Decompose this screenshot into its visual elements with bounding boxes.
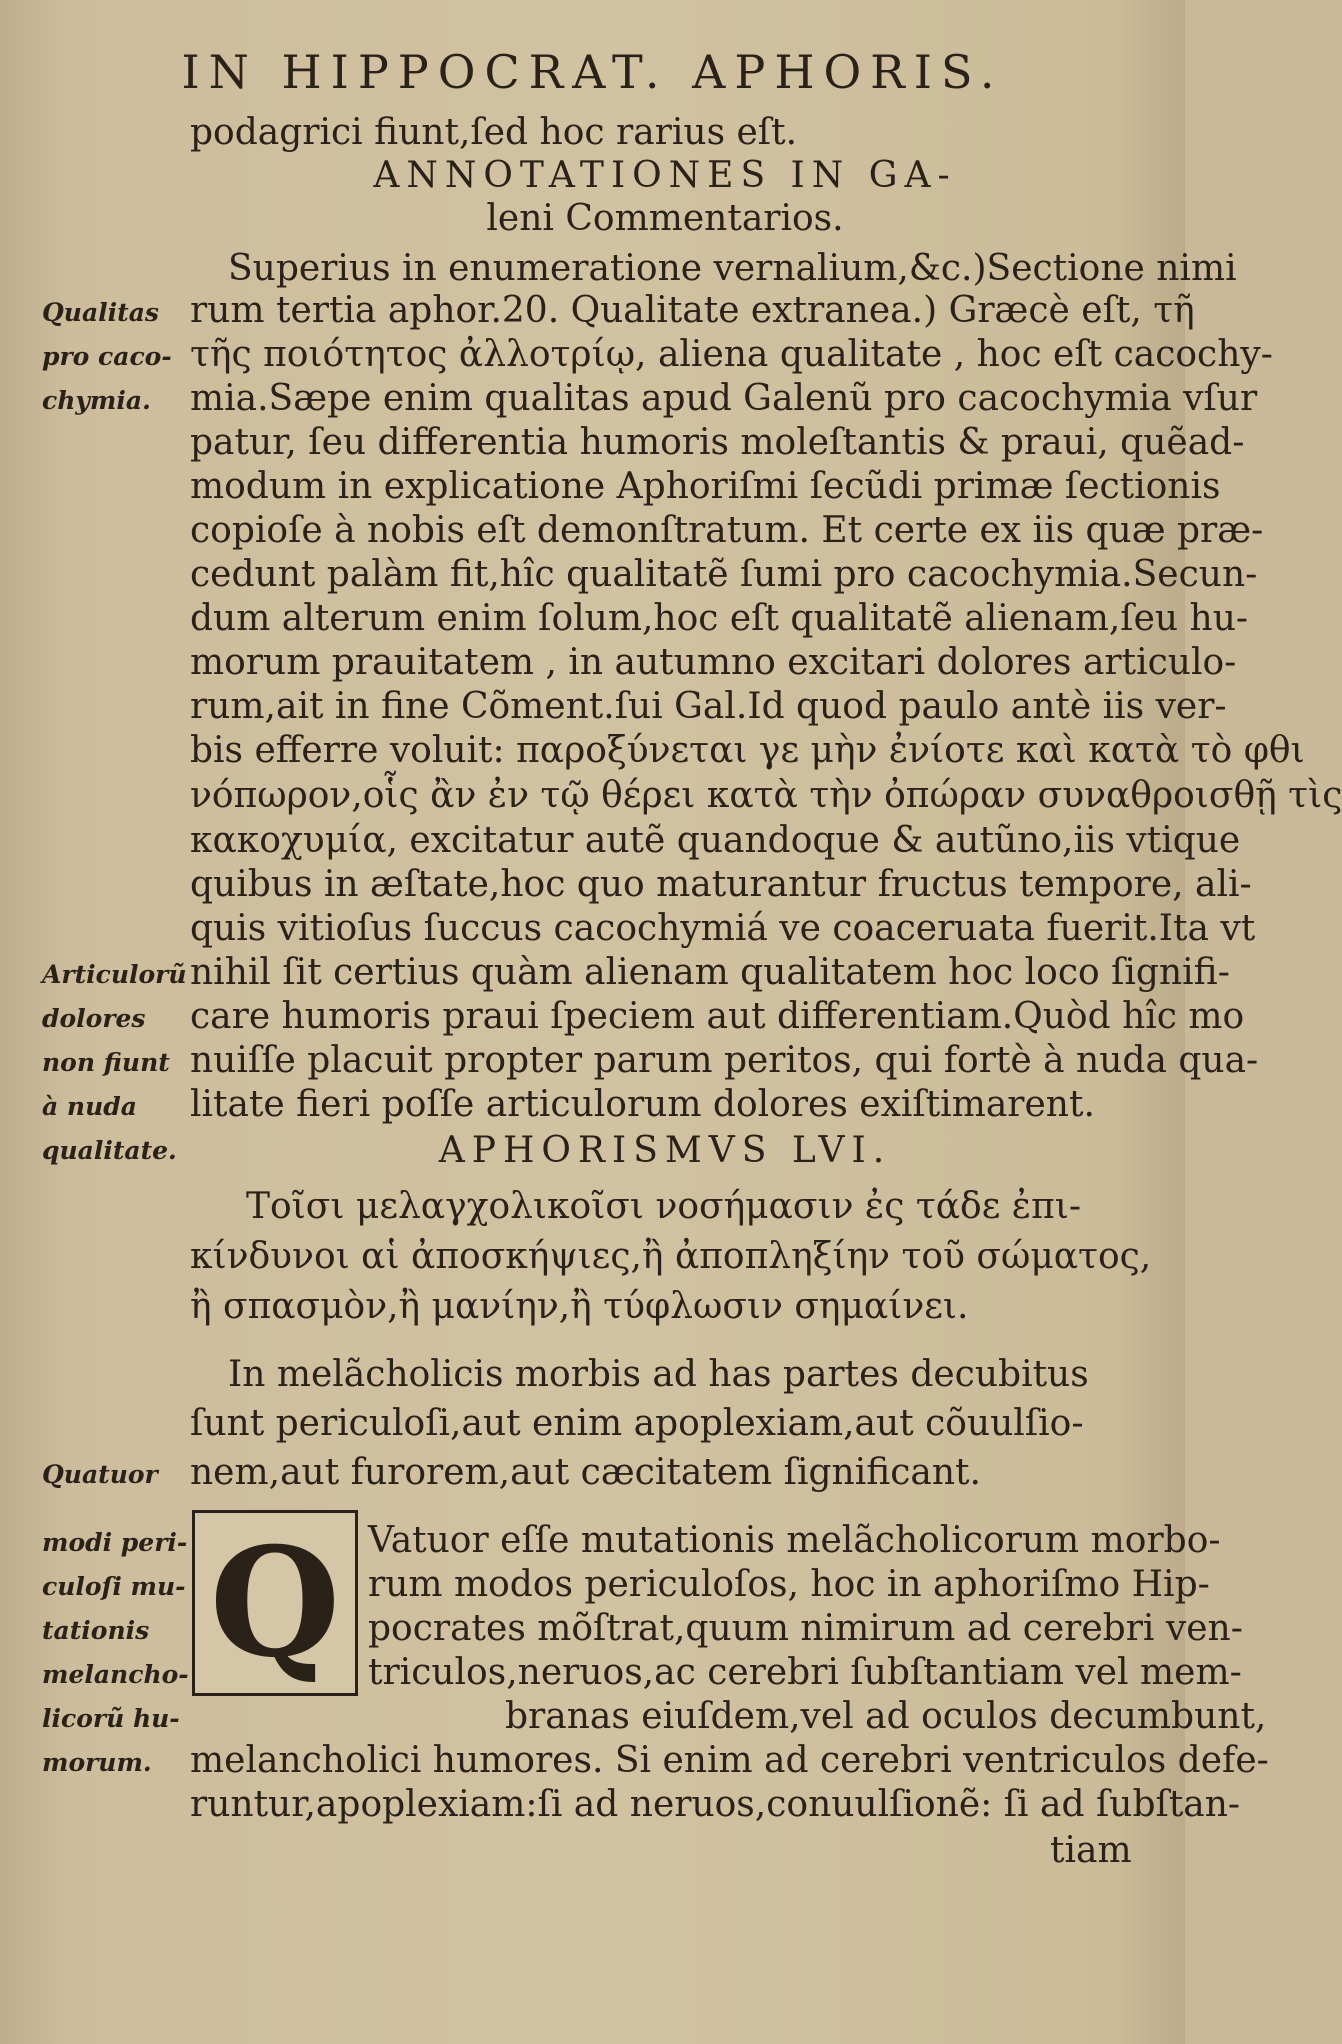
text-line: nuiſſe placuit propter parum peritos, qui fortè à nuda qua- xyxy=(190,1040,1259,1081)
running-header: IN HIPPOCRAT. APHORIS. xyxy=(181,45,1004,99)
text-line: rum,ait in fine Cõment.ſui Gal.Id quod paulo antè iis ver- xyxy=(190,686,1227,727)
text-line: quibus in æſtate,hoc quo maturantur fructus tempore, ali- xyxy=(190,864,1252,905)
text-line: ſunt periculoſi,aut enim apoplexiam,aut cõuulſio- xyxy=(190,1403,1084,1444)
text-line: rum tertia aphor.20. Qualitate extranea.) Græcè eſt, τῆ xyxy=(190,290,1195,331)
margin-note: dolores xyxy=(42,1004,146,1033)
text-line: nem,aut furorem,aut cæcitatem ſignificant. xyxy=(190,1452,981,1493)
margin-note: non fiunt xyxy=(42,1048,170,1077)
text-line: rum modos periculoſos, hoc in aphoriſmo Hip- xyxy=(368,1564,1210,1605)
text-line: quis vitioſus ſuccus cacochymiá ve coaceruata fuerit.Ita vt xyxy=(190,908,1256,949)
text-line: runtur,apoplexiam:ſi ad neruos,conuulſionẽ: ſi ad ſubſtan- xyxy=(190,1784,1241,1825)
text-line: modum in explicatione Aphoriſmi ſecũdi primæ ſectionis xyxy=(190,466,1221,507)
text-line: morum prauitatem , in autumno excitari dolores articulo- xyxy=(190,642,1237,683)
margin-note: Quatuor xyxy=(42,1460,158,1489)
text-line: triculos,neruos,ac cerebri ſubſtantiam vel mem- xyxy=(368,1652,1242,1693)
text-line: leni Commentarios. xyxy=(486,198,844,239)
text-line: bis efferre voluit: παροξύνεται γε μὴν ἐνίοτε καὶ κατὰ τὸ φθι xyxy=(190,730,1305,771)
text-line: mia.Sæpe enim qualitas apud Galenũ pro cacochymia vſur xyxy=(190,378,1258,419)
text-line: ANNOTATIONES IN GA- xyxy=(373,155,957,196)
decorated-initial: Q xyxy=(192,1510,358,1696)
margin-note: Qualitas xyxy=(42,298,159,327)
text-line: Vatuor eſſe mutationis melãcholicorum morbo- xyxy=(368,1520,1221,1561)
text-line: patur, ſeu differentia humoris moleſtantis & praui, quẽad- xyxy=(190,422,1245,463)
margin-note: pro caco- xyxy=(42,342,172,371)
text-line: nihil ſit certius quàm alienam qualitatem hoc loco ſignifi- xyxy=(190,952,1230,993)
text-line: tiam xyxy=(1050,1830,1132,1871)
text-line: podagrici fiunt,ſed hoc rarius eſt. xyxy=(190,112,798,153)
text-line: litate fieri poſſe articulorum dolores exiſtimarent. xyxy=(190,1084,1095,1125)
text-line: κακοχυμία, excitatur autẽ quandoque & autũno,iis vtique xyxy=(190,820,1241,861)
margin-note: modi peri- xyxy=(42,1528,188,1557)
margin-note: morum. xyxy=(42,1748,152,1777)
margin-note: licorũ hu- xyxy=(42,1704,180,1733)
text-line: copioſe à nobis eſt demonſtratum. Et certe ex iis quæ præ- xyxy=(190,510,1264,551)
text-line: branas eiuſdem,vel ad oculos decumbunt, xyxy=(505,1696,1267,1737)
text-line: Superius in enumeratione vernalium,&c.)Sectione nimi xyxy=(228,248,1237,289)
text-line: APHORISMVS LVI. xyxy=(438,1130,892,1171)
margin-note: qualitate. xyxy=(42,1136,177,1165)
margin-note: chymia. xyxy=(42,386,151,415)
text-line: τῆς ποιότητος ἀλλοτρίῳ, aliena qualitate , hoc eſt cacochy- xyxy=(190,334,1273,375)
text-line: ἢ σπασμὸν,ἢ μανίην,ἢ τύφλωσιν σημαίνει. xyxy=(190,1286,969,1327)
margin-note: Articulorũ xyxy=(42,960,187,989)
margin-note: tationis xyxy=(42,1616,150,1645)
margin-note: culoſi mu- xyxy=(42,1572,186,1601)
text-line: melancholici humores. Si enim ad cerebri ventriculos defe- xyxy=(190,1740,1269,1781)
text-line: κίνδυνοι αἱ ἀποσκήψιες,ἢ ἀποπληξίην τοῦ σώματος, xyxy=(190,1236,1152,1277)
text-line: dum alterum enim ſolum,hoc eſt qualitatẽ alienam,ſeu hu- xyxy=(190,598,1249,639)
text-line: care humoris praui ſpeciem aut differentiam.Quòd hîc mo xyxy=(190,996,1245,1037)
margin-note: à nuda xyxy=(42,1092,137,1121)
text-line: pocrates mõſtrat,quum nimirum ad cerebri ven- xyxy=(368,1608,1243,1649)
text-line: νόπωρον,οἷς ἂν ἐν τῷ θέρει κατὰ τὴν ὀπώραν συναθροισθῇ τὶς xyxy=(190,775,1342,816)
text-line: In melãcholicis morbis ad has partes decubitus xyxy=(228,1354,1089,1395)
text-line: Τοῖσι μελαγχολικοῖσι νοσήμασιν ἐς τάδε ἐπι- xyxy=(246,1186,1082,1227)
text-line: cedunt palàm fit,hîc qualitatẽ ſumi pro cacochymia.Secun- xyxy=(190,554,1258,595)
margin-note: melancho- xyxy=(42,1660,189,1689)
